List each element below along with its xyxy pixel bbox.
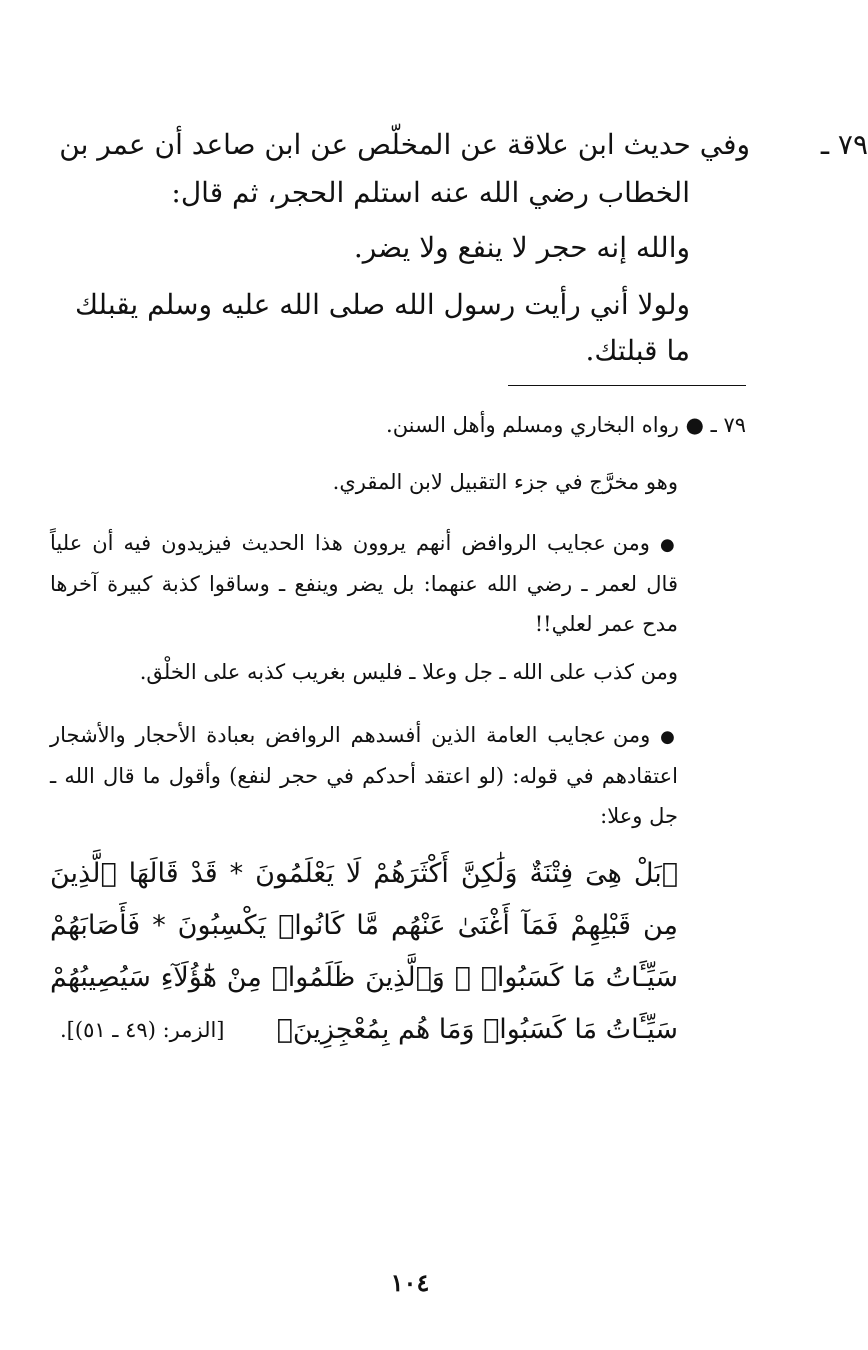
quran-reference: [الزمر: (٤٩ ـ ٥١)]. — [60, 1018, 225, 1042]
hadith-line-4: ولولا أني رأيت رسول الله صلى الله عليه وسلم يقبلك ما قبلتك. — [74, 288, 690, 367]
footnote-line-lying: ومن كذب على الله ـ جل وعلا ـ فليس بغريب كذبه على الخلْق. — [139, 660, 678, 684]
footnote-paragraph-amma-text: ومن عجايب العامة الذين أفسدهم الروافض بعبادة الأحجار والأشجار اعتقادهم في قوله: (لو اعتقد أحدكم في حجر لنفع) وأقول ما قال الله ـ جل وعلا: — [50, 723, 678, 828]
hadith-number-label: ٧٩ ـ — [820, 128, 868, 161]
footnote-source-text: رواه البخاري ومسلم وأهل السنن. — [386, 413, 679, 437]
quran-verse: ﴿بَلْ هِىَ فِتْنَةٌ وَلَٰكِنَّ أَكْثَرَهُمْ لَا يَعْلَمُونَ * قَدْ قَالَهَا ٱلَّذِينَ مِن قَبْلِهِمْ فَمَآ أَغْنَىٰ عَنْهُم مَّا كَانُوا۟ يَكْسِبُونَ * فَأَصَابَهُمْ سَيِّـَٔاتُ مَا كَسَبُوا۟ ۚ وَٱلَّذِينَ ظَلَمُوا۟ مِنْ هَٰٓؤُلَآءِ سَيُصِيبُهُمْ سَيِّـَٔاتُ مَا كَسَبُوا۟ وَمَا هُم بِمُعْجِزِينَ﴾ — [50, 858, 678, 1045]
footnote-paragraph-rawafid-text: ومن عجايب الروافض أنهم يروون هذا الحديث فيزيدون فيه أن علياً قال لعمر ـ رضي الله عنهما: بل يضر وينفع ـ وساقوا كذبة كبيرة آخرها مدح عمر لعلي!! — [50, 531, 678, 636]
footnote-paragraph-amma — [50, 715, 678, 836]
footnote-line-2: وهو مخرَّج في جزء التقبيل لابن المقري. — [332, 470, 678, 494]
hadith-line-2: الخطاب رضي الله عنه استلم الحجر، ثم قال: — [171, 176, 690, 209]
page-number: ١٠٤ — [390, 1268, 430, 1297]
footnote-paragraph-rawafid — [50, 523, 678, 644]
bullet-icon: ● — [659, 534, 678, 554]
footnote-number: ٧٩ ـ ● — [685, 413, 746, 437]
hadith-line-1: وفي حديث ابن علاقة عن المخلّص عن ابن صاعد أن عمر بن — [59, 128, 750, 161]
footnote-line-1 — [66, 405, 746, 445]
footnote-separator — [508, 385, 746, 386]
bullet-icon: ● — [660, 726, 678, 746]
hadith-line-3: والله إنه حجر لا ينفع ولا يضر. — [353, 231, 690, 264]
